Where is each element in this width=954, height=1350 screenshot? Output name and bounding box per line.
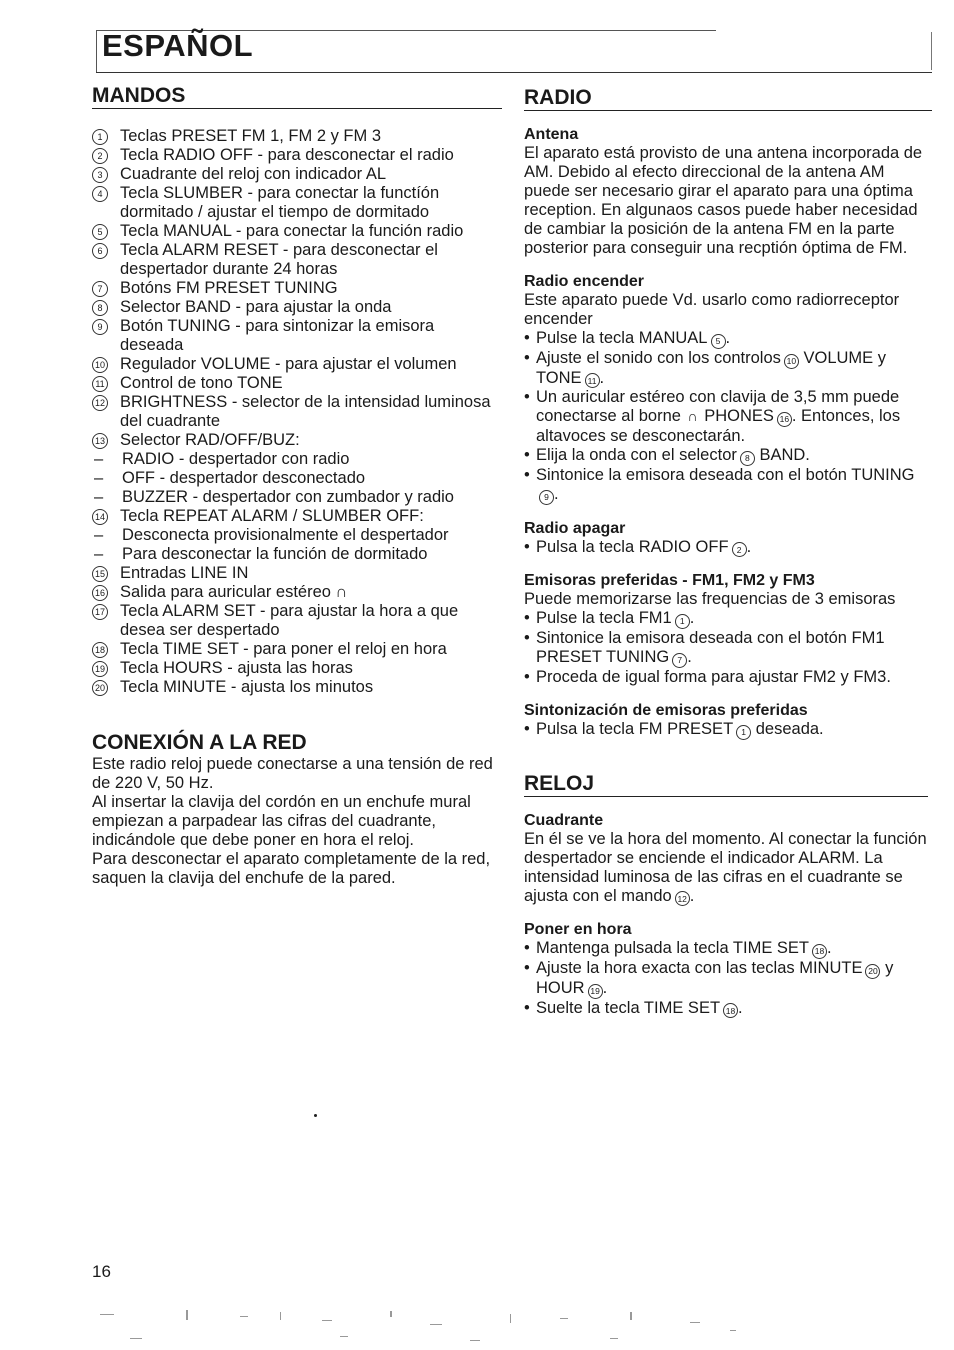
list-item: • Ajuste el sonido con los controlos 10 VOLUME y TONE 11 .: [524, 348, 887, 387]
control-number-badge: 16: [777, 412, 792, 427]
mandos-item: [92, 146, 502, 165]
mandos-item: [92, 298, 502, 317]
control-number-badge: 1: [675, 614, 690, 629]
poner-bullets: [524, 939, 932, 1018]
preferidas-heading: Emisoras preferidas - FM1, FM2 y FM3: [524, 572, 815, 590]
left-column: [92, 84, 502, 888]
marker-wrap: [92, 393, 120, 431]
list-item: • Proceda de igual forma para ajustar FM2 y FM3.: [524, 667, 891, 686]
encender-bullets: [524, 329, 932, 505]
mandos-item: [92, 564, 502, 583]
mandos-item: [92, 640, 502, 659]
marker-wrap: [92, 431, 120, 450]
marker-wrap: [92, 317, 120, 355]
mandos-list: [92, 127, 502, 697]
control-number-badge: 8: [740, 451, 755, 466]
control-number-badge: 9: [539, 490, 554, 505]
mandos-item-text: Teclas PRESET FM 1, FM 2 y FM 3: [120, 127, 381, 145]
dash-marker: –: [94, 488, 104, 506]
page-title: ESPAÑOL: [102, 28, 254, 63]
control-number-badge: 8: [92, 300, 108, 316]
control-number-badge: 19: [588, 984, 603, 999]
control-number-badge: 3: [92, 167, 108, 183]
mandos-item-text: Botón TUNING - para sintonizar la emisora deseada: [120, 317, 435, 354]
control-number-badge: 4: [92, 186, 108, 202]
dash-marker: –: [94, 545, 104, 563]
mandos-item: [92, 678, 502, 697]
control-number-badge: 1: [736, 725, 751, 740]
encender-intro: Este aparato puede Vd. usarlo como radiorreceptor encender: [524, 291, 900, 328]
marker-wrap: [92, 165, 120, 184]
mandos-item-text: Tecla ALARM SET - para ajustar la hora a que desea ser despertado: [120, 602, 459, 639]
right-column: [524, 84, 932, 1018]
header-right-bar: [931, 32, 932, 70]
mandos-item: [92, 431, 502, 450]
control-number-badge: 13: [92, 433, 108, 449]
mandos-item-text: Cuadrante del reloj con indicador AL: [120, 165, 387, 183]
apagar-bullets: [524, 538, 932, 558]
control-number-badge: 15: [92, 566, 108, 582]
mandos-item-text: Entradas LINE IN: [120, 564, 249, 582]
control-number-badge: 9: [92, 319, 108, 335]
control-number-badge: 1: [92, 129, 108, 145]
list-item: • Mantenga pulsada la tecla TIME SET 18 .: [524, 939, 832, 958]
radio-heading: RADIO: [524, 86, 932, 111]
cuadrante-heading: Cuadrante: [524, 811, 604, 829]
control-number-badge: 17: [92, 604, 108, 620]
control-number-badge: 5: [711, 334, 726, 349]
control-number-badge: 10: [92, 357, 108, 373]
mandos-item-text: Tecla MINUTE - ajusta los minutos: [120, 678, 374, 696]
mandos-item: [92, 184, 502, 222]
marker-wrap: [92, 659, 120, 678]
page-header: [96, 22, 932, 74]
mandos-item-text: Regulador VOLUME - para ajustar el volumen: [120, 355, 457, 373]
preferidas-intro: Puede memorizarse las frequencias de 3 emisoras: [524, 590, 896, 609]
mandos-item: [92, 450, 502, 469]
mandos-item: [92, 165, 502, 184]
control-number-badge: 2: [92, 148, 108, 164]
encender-heading: Radio encender: [524, 273, 645, 290]
marker-wrap: [92, 583, 120, 602]
mandos-item: [92, 374, 502, 393]
mandos-item-text: Tecla SLUMBER - para conectar la functíón dormitado / ajustar el tiempo de dormitado: [120, 184, 440, 221]
mandos-item: [92, 279, 502, 298]
mandos-item: [92, 488, 502, 507]
control-number-badge: 6: [92, 243, 108, 259]
control-number-badge: 12: [92, 395, 108, 411]
control-number-badge: 12: [675, 891, 690, 906]
control-number-badge: 16: [92, 585, 108, 601]
mandos-item-text: Control de tono TONE: [120, 374, 283, 392]
list-item: • Un auricular estéreo con clavija de 3,5 mm puede conectarse al borne ∩ PHONES 16 . Entonces, los altavoces se desconectarán.: [524, 388, 901, 445]
marker-wrap: [92, 146, 120, 165]
marker-wrap: [92, 374, 120, 393]
conexion-paragraph: Este radio reloj puede conectarse a una tensión de red de 220 V, 50 Hz.: [92, 755, 493, 792]
conexion-paragraph: Al insertar la clavija del cordón en un enchufe mural empiezan a parpadear las cifras del cuadrante, indicándole que debe poner en hora el reloj.: [92, 793, 471, 849]
control-number-badge: 7: [92, 281, 108, 297]
control-number-badge: 10: [784, 354, 799, 369]
mandos-item-text: Tecla RADIO OFF - para desconectar el radio: [120, 146, 454, 164]
antena-text: El aparato está provisto de una antena incorporada de AM. Debido al efecto direccional de la antena AM puede ser necesario girar el aparato para una óptima reception. En algunaos casos puede haber necesidad de cambiar la posición de la antena FM en la parte posterior para conseguir una recptión óptima de FM.: [524, 144, 923, 257]
control-number-badge: 11: [585, 373, 600, 388]
mandos-item: [92, 127, 502, 146]
control-number-badge: 18: [92, 642, 108, 658]
marker-wrap: [92, 298, 120, 317]
control-number-badge: 18: [723, 1003, 738, 1018]
control-number-badge: 19: [92, 661, 108, 677]
mandos-item: [92, 659, 502, 678]
mandos-item-text: Botóns FM PRESET TUNING: [120, 279, 338, 297]
list-item: • Pulsa la tecla FM PRESET 1 deseada.: [524, 719, 824, 738]
mandos-item-text: Tecla MANUAL - para conectar la función radio: [120, 222, 464, 240]
sintonizacion-heading: Sintonización de emisoras preferidas: [524, 701, 808, 719]
mandos-item-text: Salida para auricular estéreo ∩: [120, 583, 348, 601]
header-bottom-rule: [96, 72, 932, 73]
mandos-item-text: Tecla ALARM RESET - para desconectar el despertador durante 24 horas: [120, 241, 438, 278]
control-number-badge: 20: [865, 964, 880, 979]
marker-wrap: [92, 355, 120, 374]
mandos-item-text: Tecla REPEAT ALARM / SLUMBER OFF:: [120, 507, 424, 525]
apagar-heading: Radio apagar: [524, 519, 626, 537]
dash-marker: –: [94, 526, 104, 544]
mandos-item-text: BRIGHTNESS - selector de la intensidad luminosa del cuadrante: [120, 393, 491, 430]
list-item: • Sintonice la emisora deseada con el botón TUNING9 .: [524, 465, 915, 503]
mandos-item-text: Para desconectar la función de dormitado: [122, 545, 428, 563]
control-number-badge: 5: [92, 224, 108, 240]
cuadrante-text: En él se ve la hora del momento. Al conectar la función despertador se enciende el indicador ALARM. La intensidad luminosa de las cifras en el cuadrante se ajusta con el mando 12 .: [524, 829, 927, 905]
antena-heading: Antena: [524, 126, 579, 143]
headphone-icon: ∩: [687, 408, 698, 425]
preferidas-bullets: [524, 609, 932, 687]
list-item: • Suelte la tecla TIME SET 18 .: [524, 998, 743, 1017]
control-number-badge: 7: [672, 653, 687, 668]
poner-heading: Poner en hora: [524, 921, 632, 939]
mandos-item: [92, 583, 502, 602]
marker-wrap: [92, 564, 120, 583]
mandos-item-text: Selector RAD/OFF/BUZ:: [120, 431, 300, 449]
sintonizacion-bullets: [524, 720, 932, 740]
control-number-badge: 11: [92, 376, 108, 392]
mandos-item-text: OFF - despertador desconectado: [122, 469, 366, 487]
conexion-paragraph: Para desconectar el aparato completamente de la red, saquen la clavija del enchufe de la pared.: [92, 850, 491, 887]
marker-wrap: [92, 602, 120, 640]
list-item: • Sintonice la emisora deseada con el botón FM1 PRESET TUNING 7 .: [524, 629, 885, 666]
mandos-item-text: BUZZER - despertador con zumbador y radio: [122, 488, 454, 506]
list-item: • Pulsa la tecla RADIO OFF 2 .: [524, 537, 752, 556]
list-item: • Pulse la tecla FM1 1 .: [524, 609, 695, 628]
marker-wrap: [92, 507, 120, 526]
marker-wrap: [92, 127, 120, 146]
page-number: 16: [92, 1262, 111, 1281]
control-number-badge: 2: [732, 542, 747, 557]
scan-noise: [90, 1308, 780, 1348]
header-left-bar: [96, 30, 97, 72]
list-item: • Elija la onda con el selector 8 BAND.: [524, 446, 810, 464]
control-number-badge: 14: [92, 509, 108, 525]
mandos-item: [92, 355, 502, 374]
mandos-heading: MANDOS: [92, 84, 502, 109]
dash-marker: –: [94, 469, 104, 487]
mandos-item-text: Selector BAND - para ajustar la onda: [120, 298, 392, 316]
list-item: • Ajuste la hora exacta con las teclas MINUTE 20 y HOUR 19 .: [524, 959, 894, 997]
mandos-item: [92, 317, 502, 355]
mandos-item-text: Desconecta provisionalmente el despertador: [122, 526, 449, 544]
dash-marker: –: [94, 450, 104, 468]
marker-wrap: [92, 241, 120, 279]
mandos-item-text: Tecla TIME SET - para poner el reloj en hora: [120, 640, 447, 658]
print-speck: [314, 1114, 317, 1117]
mandos-item-text: Tecla HOURS - ajusta las horas: [120, 659, 353, 677]
mandos-item: [92, 545, 502, 564]
marker-wrap: [92, 678, 120, 697]
control-number-badge: 20: [92, 680, 108, 696]
control-number-badge: 18: [812, 944, 827, 959]
mandos-item: [92, 393, 502, 431]
conexion-heading: CONEXIÓN A LA RED: [92, 731, 307, 754]
reloj-heading: RELOJ: [524, 772, 928, 797]
mandos-item: [92, 469, 502, 488]
mandos-item: [92, 222, 502, 241]
mandos-item-text: RADIO - despertador con radio: [122, 450, 350, 468]
marker-wrap: [92, 640, 120, 659]
list-item: • Pulse la tecla MANUAL 5 .: [524, 329, 731, 347]
marker-wrap: [92, 222, 120, 241]
mandos-item: [92, 602, 502, 640]
mandos-item: [92, 507, 502, 526]
mandos-item: [92, 526, 502, 545]
marker-wrap: [92, 184, 120, 222]
mandos-item: [92, 241, 502, 279]
marker-wrap: [92, 279, 120, 298]
